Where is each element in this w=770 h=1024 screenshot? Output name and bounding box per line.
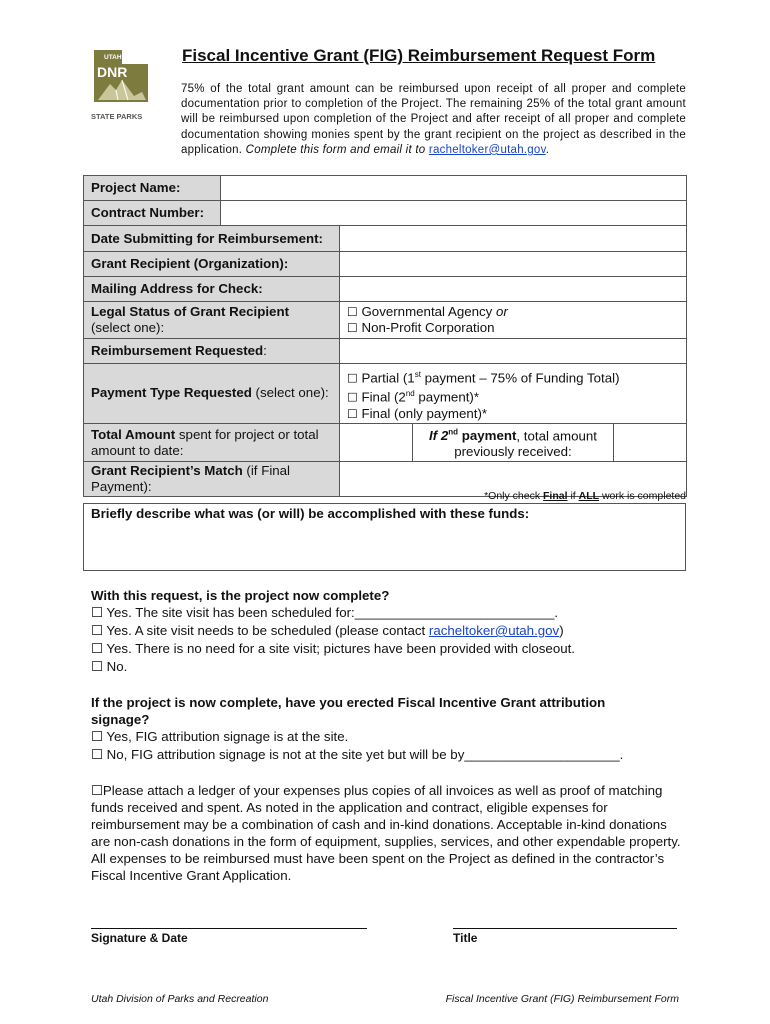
- legal-opt-nonprofit: Non-Profit Corporation: [361, 320, 495, 335]
- utah-dnr-state-parks-logo: [88, 44, 154, 122]
- signage-question-line2: signage?: [91, 712, 150, 727]
- complete-opt2-a: ☐ Yes. A site visit needs to be scheduled (please contact: [91, 623, 426, 638]
- mailing-address-field[interactable]: [340, 277, 687, 302]
- email-link[interactable]: racheltoker@utah.gov: [428, 143, 546, 156]
- final-payment-note: [484, 490, 686, 502]
- note-final: Final: [543, 490, 568, 502]
- legal-status-label: [84, 302, 340, 339]
- legal-opt-governmental: Governmental Agency: [361, 304, 493, 319]
- logo-utah-text: UTAH: [104, 54, 122, 61]
- pay-opt-final-only: Final (only payment)*: [361, 405, 488, 421]
- match-bold: Grant Recipient’s Match: [91, 463, 243, 479]
- note-b: if: [570, 490, 576, 502]
- intro-text: 75% of the total grant amount can be reimbursed upon receipt of all proper and complete documentation prior to completion of the Project. The remaining 25% of the total grant amount will be reimbursed upon completion of the Project and after receipt of all proper and complete documentation showing monies spent by the grant recipient on the project as described in the application.: [181, 83, 686, 156]
- grant-recipient-label: Grant Recipient (Organization):: [84, 252, 340, 277]
- pay-opt-partial-sup: st: [414, 370, 421, 379]
- logo-graphic: [88, 44, 154, 122]
- describe-accomplishments-box[interactable]: [83, 503, 686, 571]
- checkbox-final-second[interactable]: ☐: [347, 390, 358, 405]
- pay-opt-final-second-sup: nd: [405, 389, 415, 399]
- total-amount-field[interactable]: [340, 423, 413, 461]
- mailing-address-label: Mailing Address for Check:: [84, 277, 340, 302]
- describe-label: Briefly describe what was (or will) be accomplished with these funds:: [91, 506, 530, 521]
- complete-option-needs-visit[interactable]: [91, 622, 564, 640]
- reimbursement-requested-bold: Reimbursement Requested: [91, 343, 264, 358]
- signage-option-no[interactable]: ☐ No, FIG attribution signage is not at the site yet but will be by_____________________.: [91, 747, 624, 762]
- note-all: ALL: [578, 490, 600, 502]
- payment-type-label: [84, 364, 340, 424]
- complete-option-scheduled[interactable]: ☐ Yes. The site visit has been scheduled for:___________________________.: [91, 605, 559, 620]
- checkbox-nonprofit[interactable]: ☐: [347, 321, 358, 335]
- pay-opt-final-second-a: Final (2: [361, 389, 406, 405]
- title-label: Title: [453, 931, 478, 945]
- project-name-label: Project Name:: [84, 176, 221, 201]
- reimbursement-requested-label: [84, 339, 340, 364]
- intro-paragraph: [181, 82, 686, 158]
- contract-number-label: Contract Number:: [84, 201, 221, 226]
- form-title: Fiscal Incentive Grant (FIG) Reimbursement Request Form: [182, 46, 656, 65]
- match-normal: (if Final Payment):: [91, 463, 291, 495]
- previously-received-field[interactable]: [614, 423, 687, 461]
- logo-state-parks-text: STATE PARKS: [91, 112, 143, 121]
- complete-option-no-visit[interactable]: ☐ Yes. There is no need for a site visit; pictures have been provided with closeout.: [91, 641, 575, 656]
- pay-opt-partial-a: Partial (1: [361, 370, 415, 386]
- pay-opt-partial-b: payment – 75% of Funding Total): [420, 370, 620, 386]
- complete-option-no[interactable]: ☐ No.: [91, 659, 128, 674]
- second-payment-label: [413, 423, 614, 461]
- second-payment-b: payment: [458, 428, 517, 444]
- intro-end: .: [545, 143, 550, 156]
- signage-question-line1: If the project is now complete, have you erected Fiscal Incentive Grant attribution: [91, 695, 606, 710]
- second-payment-a: If 2: [429, 428, 449, 444]
- reimbursement-requested-colon: :: [263, 343, 267, 358]
- signature-line[interactable]: [91, 928, 367, 929]
- legal-status-bold: Legal Status of Grant Recipient: [91, 304, 290, 319]
- second-payment-sup: nd: [448, 427, 459, 437]
- reimbursement-requested-field[interactable]: [340, 339, 687, 364]
- logo-dnr-text: DNR: [97, 64, 128, 80]
- payment-type-normal: (select one):: [255, 385, 329, 401]
- footer-left: Utah Division of Parks and Recreation: [91, 993, 269, 1005]
- project-name-field[interactable]: [221, 176, 687, 201]
- legal-opt-or: or: [496, 304, 508, 319]
- second-payment-c: , total amount previously received:: [454, 428, 597, 460]
- match-label: [84, 462, 340, 497]
- payment-type-options: [340, 364, 687, 424]
- signature-label: Signature & Date: [91, 931, 188, 945]
- note-a: *Only check: [484, 490, 541, 502]
- legal-status-normal: (select one):: [91, 320, 165, 335]
- reimbursement-form-table: [83, 175, 687, 497]
- total-amount-label: [84, 423, 340, 461]
- contract-number-field[interactable]: [221, 201, 687, 226]
- pay-opt-final-second-b: payment)*: [414, 389, 480, 405]
- date-submitting-label: Date Submitting for Reimbursement:: [84, 226, 340, 252]
- checkbox-partial[interactable]: ☐: [347, 371, 358, 386]
- note-c: work is completed: [601, 490, 686, 502]
- date-submitting-field[interactable]: [340, 226, 687, 252]
- legal-status-options: [340, 302, 687, 339]
- payment-type-bold: Payment Type Requested: [91, 385, 252, 401]
- footer-right: Fiscal Incentive Grant (FIG) Reimbursement Form: [445, 993, 679, 1005]
- checkbox-final-only[interactable]: ☐: [347, 406, 358, 421]
- title-line[interactable]: [453, 928, 677, 929]
- complete-email-link[interactable]: racheltoker@utah.gov: [428, 623, 560, 638]
- intro-italic: Complete this form and email it to: [245, 143, 426, 156]
- total-amount-bold: Total Amount: [91, 426, 176, 442]
- total-amount-normal: spent for project or total amount to date:: [91, 426, 319, 458]
- complete-question: With this request, is the project now complete?: [91, 588, 390, 603]
- checkbox-governmental[interactable]: ☐: [347, 305, 358, 319]
- signage-option-yes[interactable]: ☐ Yes, FIG attribution signage is at the site.: [91, 729, 349, 744]
- grant-recipient-field[interactable]: [340, 252, 687, 277]
- complete-opt2-b: ): [559, 623, 564, 638]
- ledger-paragraph: ☐Please attach a ledger of your expenses plus copies of all invoices as well as proof of matching funds received and spent. As noted in the application and contract, eligible expenses for reimbursement may be a combination of cash and in-kind donations. Acceptable in-kind donations are non-cash donations in the form of equipment, supplies, services, and other expendable property. All expenses to be reimbursed must have been spent on the Project as defined in the contractor’s Fiscal Incentive Grant Application.: [91, 783, 681, 883]
